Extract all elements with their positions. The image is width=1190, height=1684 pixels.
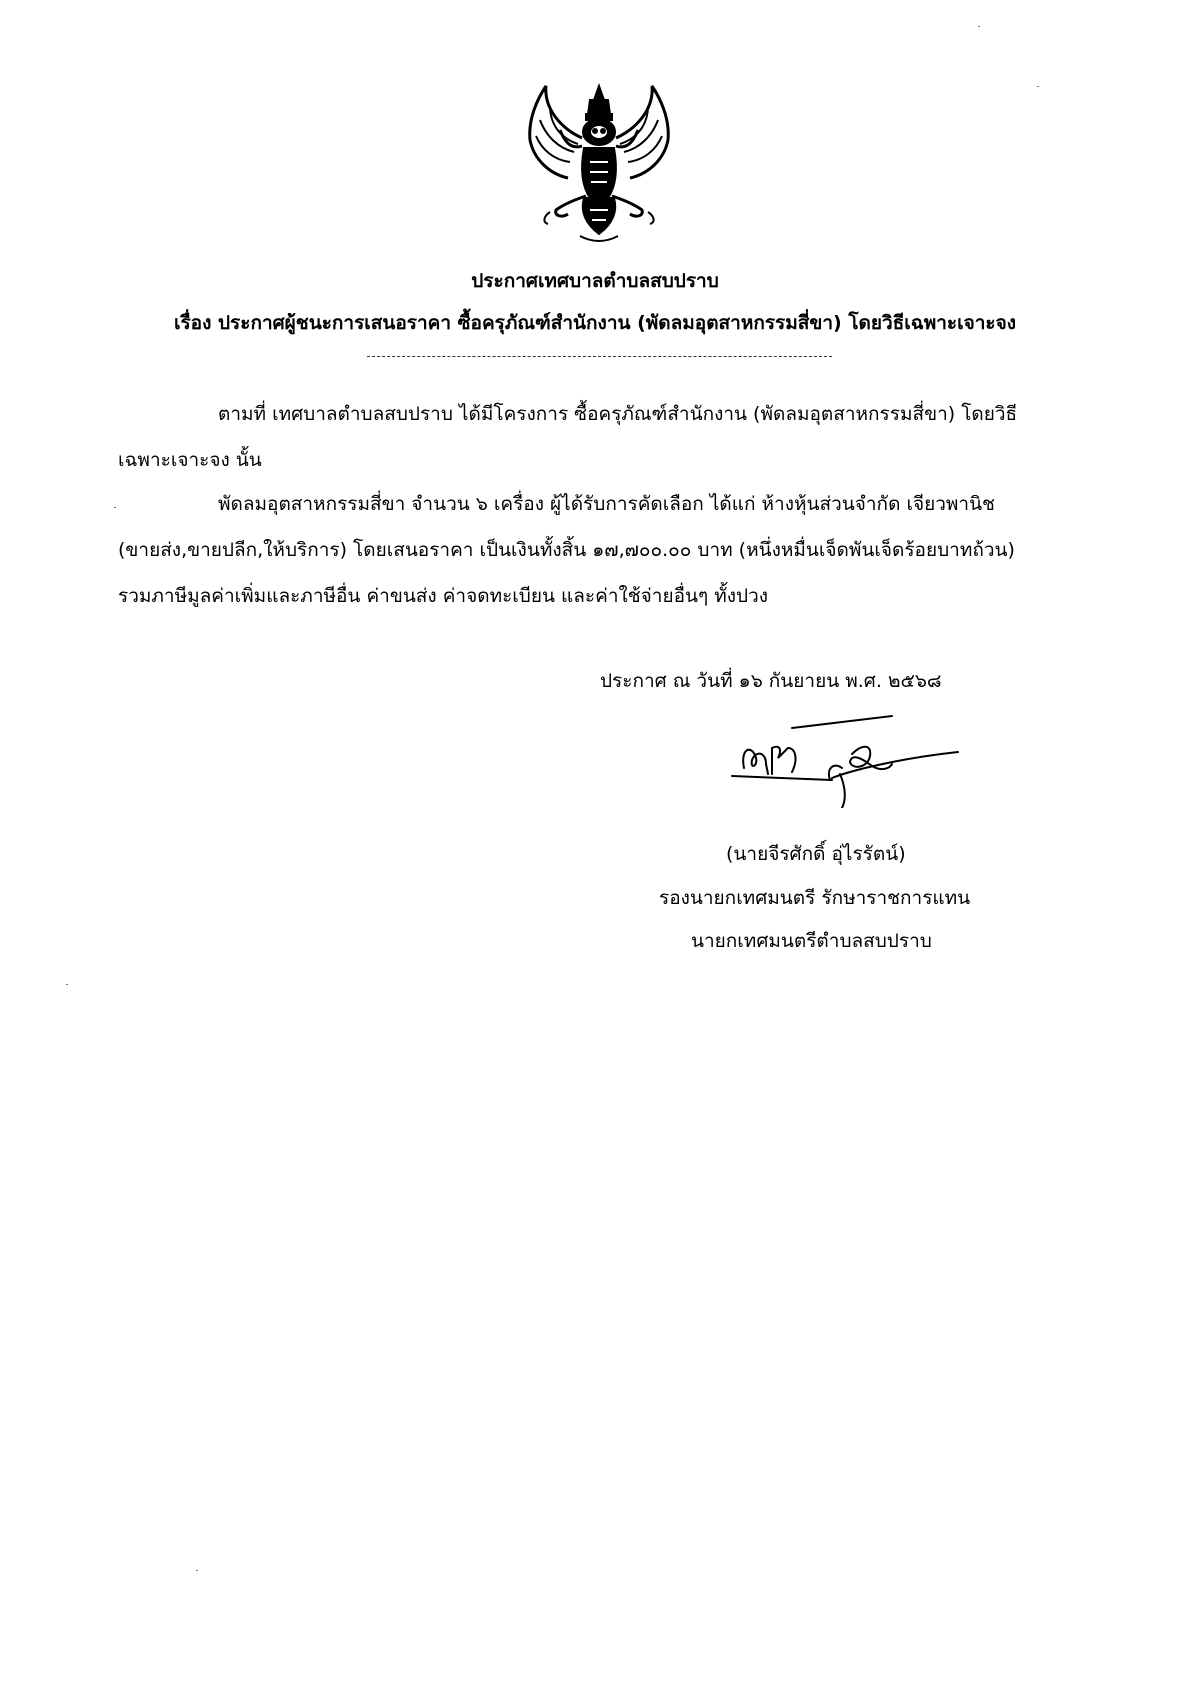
- announcement-subject: เรื่อง ประกาศผู้ชนะการเสนอราคา ซื้อครุภัณฑ์สำนักงาน (พัดลมอุตสาหกรรมสี่ขา) โดยวิธีเฉพาะเจาะจง: [173, 312, 1017, 334]
- signer-name: (นายจีรศักดิ์ อุ่ไรรัตน์): [726, 843, 906, 865]
- organization-title: ประกาศเทศบาลตำบลสบปราบ: [471, 270, 719, 292]
- announcement-date: ประกาศ ณ วันที่ ๑๖ กันยายน พ.ศ. ๒๕๖๘: [600, 670, 942, 692]
- paragraph1-line1: ตามที่ เทศบาลตำบลสบปราบ ได้มีโครงการ ซื้อครุภัณฑ์สำนักงาน (พัดลมอุตสาหกรรมสี่ขา) โดยวิธี: [218, 403, 1018, 425]
- handwritten-signature-icon: [722, 708, 962, 808]
- separator-line: [367, 356, 832, 357]
- paragraph1-line2: เฉพาะเจาะจง นั้น: [118, 449, 262, 471]
- scan-speck: [114, 507, 116, 508]
- signer-position-2: นายกเทศมนตรีตำบลสบปราบ: [691, 930, 932, 952]
- scan-speck: [196, 1570, 198, 1571]
- scan-speck: [1037, 86, 1039, 87]
- scan-speck: [66, 984, 68, 985]
- paragraph2-line3: รวมภาษีมูลค่าเพิ่มและภาษีอื่น ค่าขนส่ง ค่าจดทะเบียน และค่าใช้จ่ายอื่นๆ ทั้งปวง: [118, 585, 769, 607]
- garuda-emblem-icon: [520, 78, 678, 246]
- scan-speck: [978, 26, 980, 27]
- paragraph2-line2: (ขายส่ง,ขายปลีก,ให้บริการ) โดยเสนอราคา เป็นเงินทั้งสิ้น ๑๗,๗๐๐.๐๐ บาท (หนึ่งหมื่นเจ็ดพันเจ็ดร้อยบาทถ้วน): [118, 539, 1015, 561]
- signer-position: รองนายกเทศมนตรี รักษาราชการแทน: [659, 887, 971, 909]
- paragraph2-line1: พัดลมอุตสาหกรรมสี่ขา จำนวน ๖ เครื่อง ผู้ได้รับการคัดเลือก ได้แก่ ห้างหุ้นส่วนจำกัด เจียวพานิช: [218, 493, 995, 515]
